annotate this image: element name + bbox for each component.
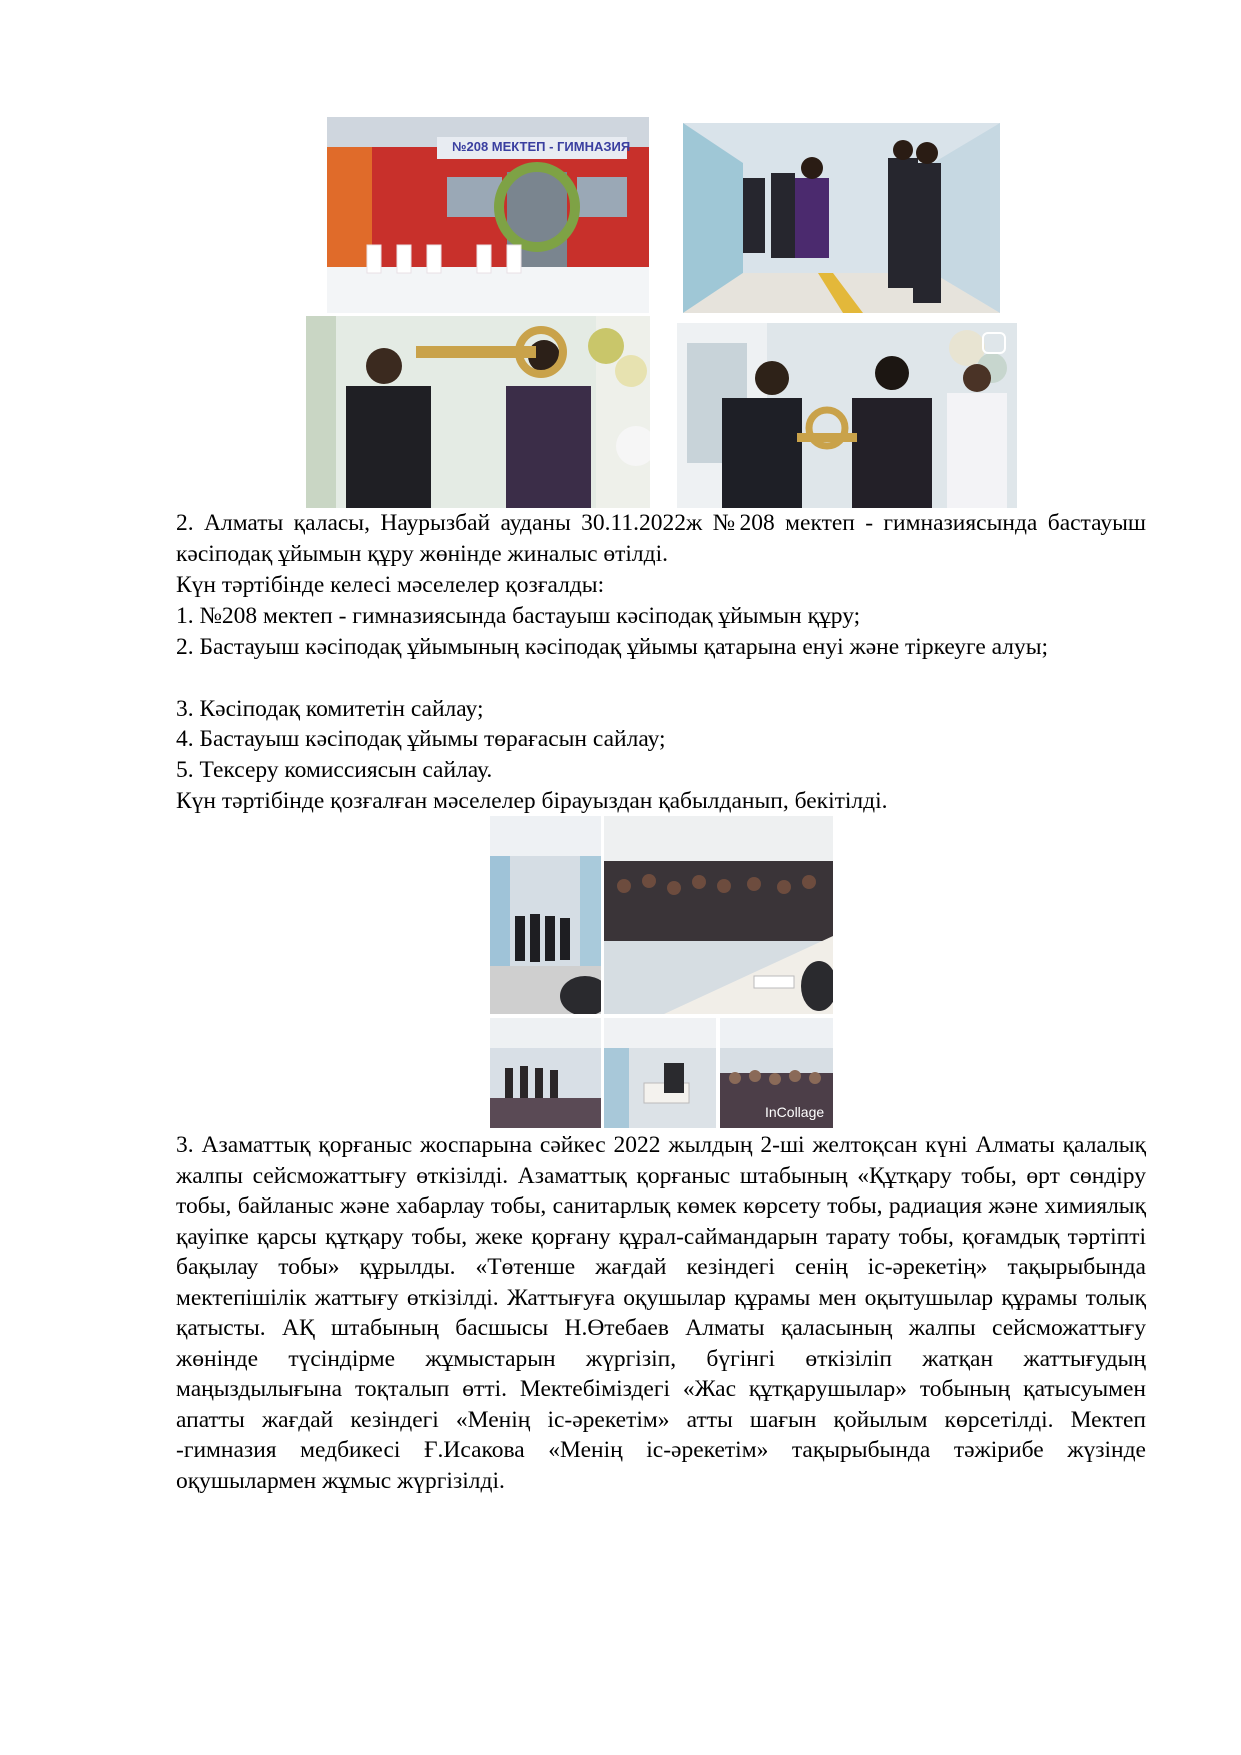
agenda-item: 4. Бастауыш кәсіподақ ұйымы төрағасын сайлау; [176,726,666,752]
photo-corridor [683,123,1000,313]
agenda-item: 3. Кәсіподақ комитетін сайлау; [176,696,484,722]
photo-school-building [327,117,649,313]
agenda-item: 5. Тексеру комиссиясын сайлау. [176,757,493,783]
photo-meeting-4 [604,1018,716,1128]
agenda-title: Күн тәртібінде келесі мәселелер қозғалды: [176,572,605,598]
agenda-item: 2. Бастауыш кәсіподақ ұйымының кәсіподақ ұйымы қатарына енуі және тіркеуге алуы; [176,634,1049,660]
section-3-body: 3. Азаматтық қорғаныс жоспарына сәйкес 2022 жылдың 2-ші желтоқсан күні Алматы қалалық жалпы сейсможаттығу өткізілді. Азаматтық қорғаныс штабының «Құтқару тобы, өрт сөндіру тобы, байланыс және хабарлау тобы, санитарлық көмек көрсету тобы, радиация және химиялық қауіпке қарсы құтқару тобы, жеке қорғану құрал-саймандарын тарату тобы, қоғамдық тәртіпті бақылау тобы» құрылды. «Төтенше жағдай кезіндегі сенің іс-әрекетің» тақырыбында мектепішілік жаттығу өткізілді. Жаттығуға оқушылар құрамы мен оқытушылар құрамы толық қатысты. АҚ штабының басшысы Н.Өтебаев Алматы қаласының жалпы сейсможаттығу жөнінде түсіндірме жұмыстарын жүргізіп, бүгінгі өткізіліп жатқан жаттығудың маңыздылығына тоқталып өтті. Мектебіміздегі «Жас құтқарушылар» тобының қатысуымен апатты жағдай кезіндегі «Менің іс-әрекетім» атты шағын қойылым көрсетілді. Мектеп -гимназия медбикесі Ғ.Исакова «Менің іс-әрекетім» тақырыбында тәжірибе жүзінде оқушылармен жұмыс жүргізілді. [176,1132,1146,1494]
photo-key-handover-1 [306,316,650,508]
photo-meeting-1 [490,816,601,1014]
photo-meeting-2 [604,816,833,1014]
agenda-item: 1. №208 мектеп - гимназиясында бастауыш кәсіподақ ұйымын құру; [176,603,861,629]
photo-meeting-5 [720,1018,833,1128]
agenda-conclusion: Күн тәртібінде қозғалған мәселелер бірауыздан қабылданып, бекітілді. [176,788,888,814]
school-sign: №208 МЕКТЕП - ГИМНАЗИЯ [452,139,631,154]
section-2-intro: 2. Алматы қаласы, Наурызбай ауданы 30.11.2022ж №208 мектеп - гимназиясында бастауыш кәсіподақ ұйымын құру жөнінде жиналыс өтілді. [176,510,1146,567]
collage-watermark: InCollage [765,1104,825,1120]
photo-key-handover-2 [677,323,1017,508]
photo-meeting-3 [490,1018,601,1128]
